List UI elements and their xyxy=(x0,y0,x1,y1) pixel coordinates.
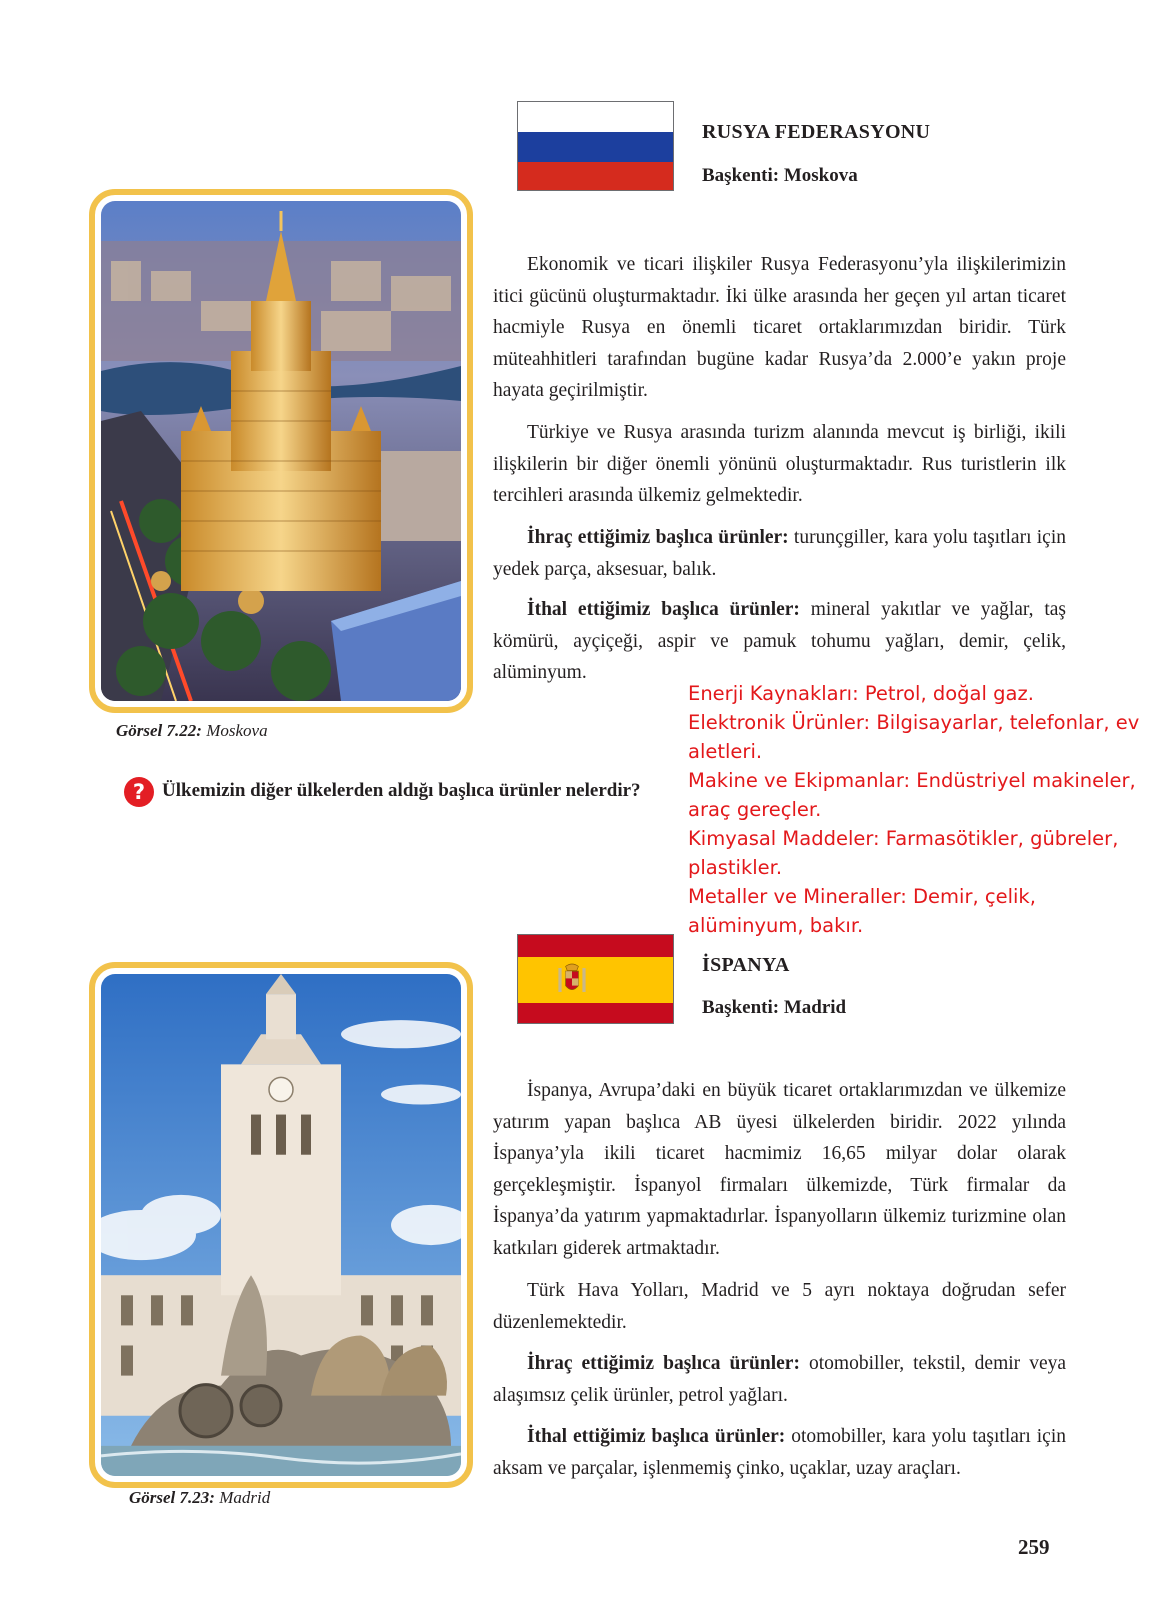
madrid-photo-frame xyxy=(89,962,473,1488)
export-label: İhraç ettiğimiz başlıca ürünler: xyxy=(527,527,789,548)
russia-paragraph-2: Türkiye ve Rusya arasında turizm alanında mevcut iş birliği, ikili ilişkilerin bir diğer önemli yönünü oluşturmaktadır. Rus turistlerin ilk tercihleri arasında ülkemiz gelmektedir. xyxy=(493,422,1066,506)
russia-country-name: RUSYA FEDERASYONU xyxy=(702,121,931,143)
madrid-photo xyxy=(101,974,461,1476)
madrid-caption xyxy=(129,1488,270,1508)
moscow-caption xyxy=(116,721,268,741)
export-label: İhraç ettiğimiz başlıca ürünler: xyxy=(527,1353,800,1374)
russia-imports: İthal ettiğimiz başlıca ürünler: mineral yakıtlar ve yağlar, taş kömürü, ayçiçeği, aspir ve pamuk tohumu yağları, demir, çelik, alüminyum. xyxy=(493,599,1066,683)
answer-note: Enerji Kaynakları: Petrol, doğal gaz. xyxy=(688,682,1034,705)
russia-flag xyxy=(517,101,674,191)
answer-note: Makine ve Ekipmanlar: Endüstriyel makineler, araç gereçler. xyxy=(688,769,1136,821)
caption-text: Madrid xyxy=(214,1488,271,1507)
spain-exports: İhraç ettiğimiz başlıca ürünler: otomobiller, tekstil, demir veya alaşımsız çelik ürünler, petrol yağları. xyxy=(493,1353,1067,1406)
moscow-photo-frame xyxy=(89,189,473,713)
question-icon: ? xyxy=(124,777,154,807)
spain-paragraph-2: Türk Hava Yolları, Madrid ve 5 ayrı noktaya doğrudan sefer düzenlemektedir. xyxy=(493,1280,1066,1333)
answer-notes xyxy=(688,679,1150,940)
answer-note: Kimyasal Maddeler: Farmasötikler, gübreler, plastikler. xyxy=(688,827,1119,879)
answer-note: Elektronik Ürünler: Bilgisayarlar, telefonlar, ev aletleri. xyxy=(688,711,1140,763)
question-text: Ülkemizin diğer ülkelerden aldığı başlıca ürünler nelerdir? xyxy=(162,780,641,801)
page-number: 259 xyxy=(1018,1535,1050,1559)
spain-coat-of-arms-icon xyxy=(556,961,588,999)
spain-imports: İthal ettiğimiz başlıca ürünler: otomobiller, kara yolu taşıtları için aksam ve parçalar, işlenmemiş çinko, uçaklar, uzay araçları. xyxy=(493,1426,1066,1479)
russia-exports: İhraç ettiğimiz başlıca ürünler: turunçgiller, kara yolu taşıtları için yedek parça, aksesuar, balık. xyxy=(493,527,1066,580)
spain-paragraph-1: İspanya, Avrupa’daki en büyük ticaret ortaklarımızdan ve ülkemize yatırım yapan başlıca AB üyesi ülkelerden biridir. 2022 yılında İspanya’yla ikili ticaret hacmimiz 16,65 milyar dolar olarak gerçekleşmiştir. İspanyol firmaları ülkemizde, Türk firmalar da İspanya’da yatırım yapmaktadırlar. İspanyolların ülkemiz turizmine olan katkıları giderek artmaktadır. xyxy=(493,1080,1066,1259)
spain-capital: Başkenti: Madrid xyxy=(702,997,847,1018)
moscow-photo xyxy=(101,201,461,701)
spain-country-name: İSPANYA xyxy=(702,954,790,976)
caption-text: Moskova xyxy=(201,721,268,740)
caption-label: Görsel 7.22: xyxy=(116,721,202,740)
import-label: İthal ettiğimiz başlıca ürünler: xyxy=(527,1426,786,1447)
answer-note: Metaller ve Mineraller: Demir, çelik, alüminyum, bakır. xyxy=(688,885,1036,937)
russia-paragraph-1: Ekonomik ve ticari ilişkiler Rusya Federasyonu’yla ilişkilerimizin itici gücünü oluşturmaktadır. İki ülke arasında her geçen yıl artan ticaret hacmiyle Rusya en önemli ticaret ortaklarımızdan biridir. Türk müteahhitleri tarafından bugüne kadar Rusya’da 2.000’e yakın proje hayata geçirilmiştir. xyxy=(493,254,1066,401)
spain-flag xyxy=(517,934,674,1024)
caption-label: Görsel 7.23: xyxy=(129,1488,215,1507)
russia-capital: Başkenti: Moskova xyxy=(702,165,858,186)
import-label: İthal ettiğimiz başlıca ürünler: xyxy=(527,599,800,620)
